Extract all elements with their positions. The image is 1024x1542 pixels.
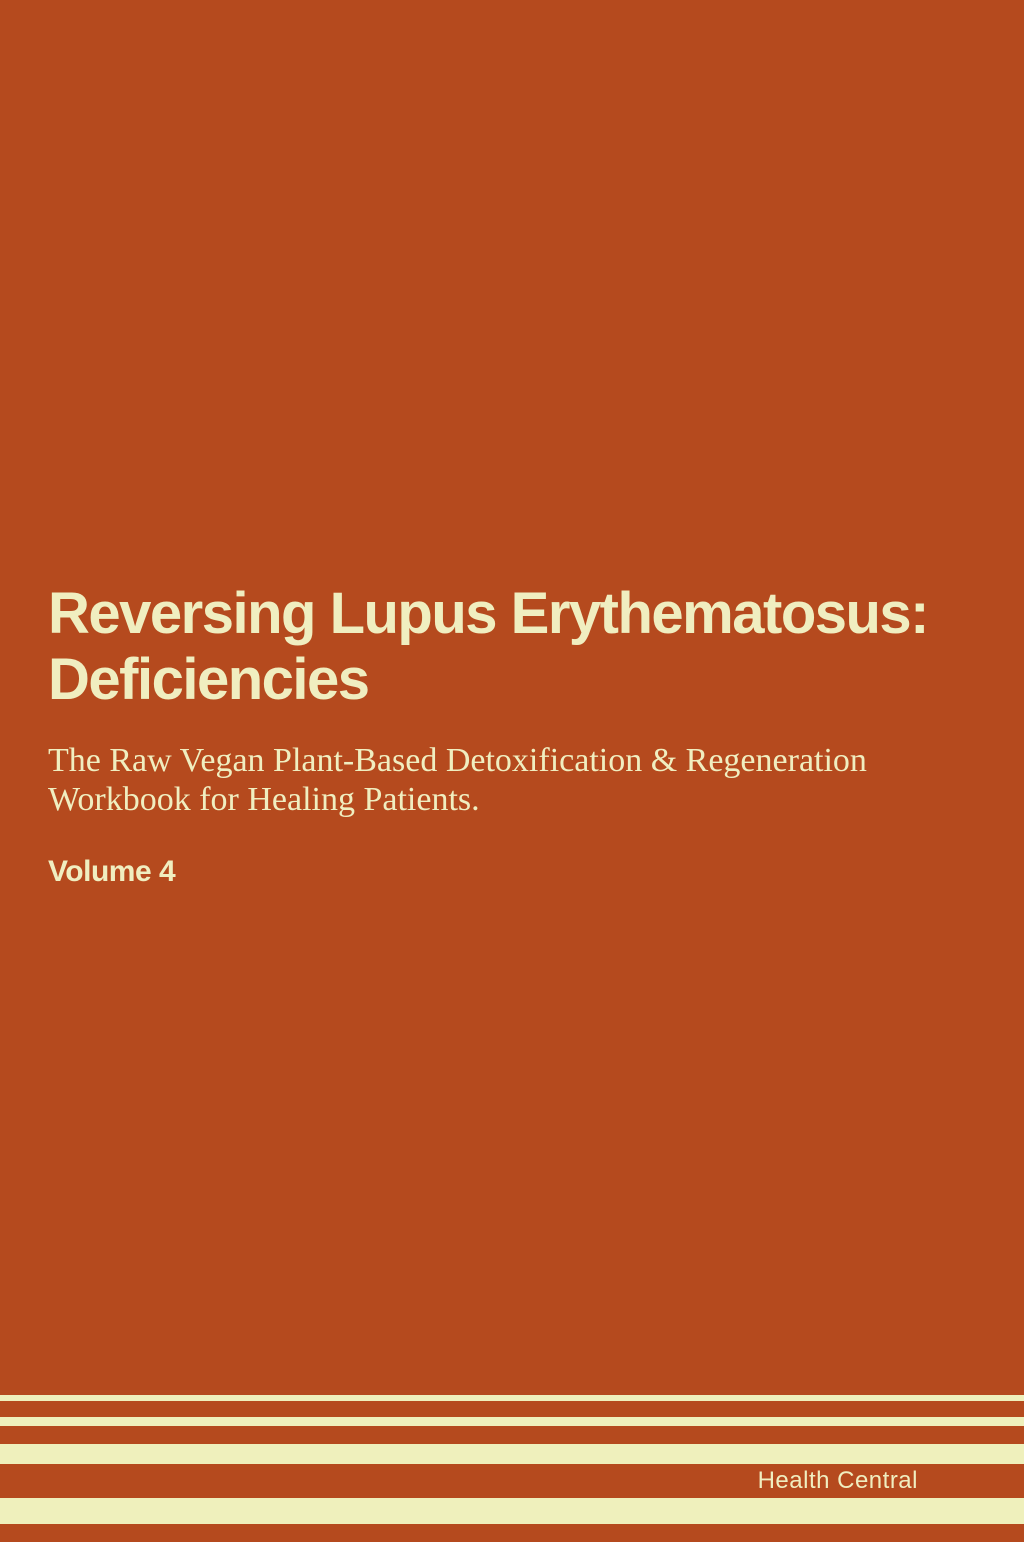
footer-stripe-3 <box>0 1444 1024 1464</box>
book-subtitle-line-2: Workbook for Healing Patients. <box>48 781 480 818</box>
volume-label: Volume 4 <box>48 855 176 888</box>
publisher-band <box>0 1464 1024 1498</box>
footer-stripe-1 <box>0 1395 1024 1401</box>
footer-stripe-2 <box>0 1417 1024 1426</box>
book-title <box>48 581 928 713</box>
book-title-line-2: Deficiencies <box>48 647 369 712</box>
book-title-line-1: Reversing Lupus Erythematosus: <box>48 581 928 646</box>
book-subtitle <box>48 741 867 819</box>
book-subtitle-line-1: The Raw Vegan Plant-Based Detoxification & Regeneration <box>48 742 867 779</box>
footer-stripe-4 <box>0 1498 1024 1524</box>
publisher-name: Health Central <box>757 1467 918 1494</box>
